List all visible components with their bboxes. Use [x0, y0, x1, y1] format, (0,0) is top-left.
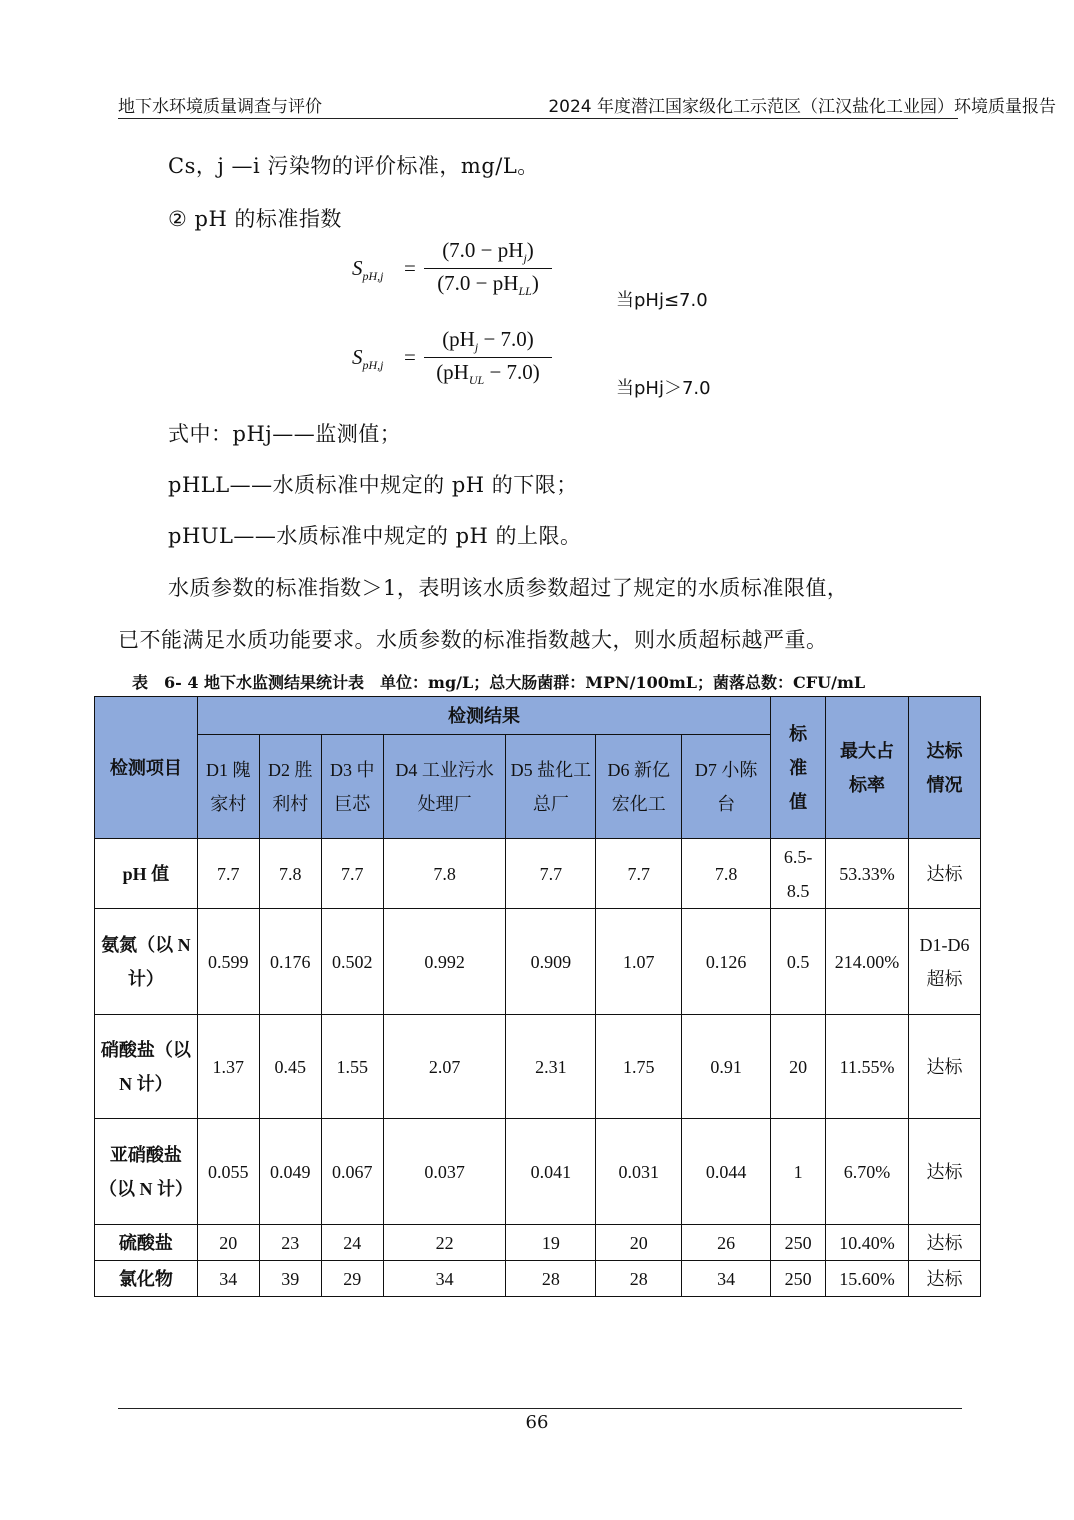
page-number: 66 [525, 1412, 549, 1433]
result-value: 1.55 [321, 1015, 383, 1119]
row-item: 硫酸盐 [95, 1225, 198, 1261]
result-value: 20 [596, 1225, 682, 1261]
result-value: 0.044 [682, 1119, 771, 1225]
table-row [95, 1015, 981, 1119]
status-value: D1-D6 超标 [909, 909, 981, 1015]
table-caption: 表 6- 4 地下水监测结果统计表 单位：mg/L；总大肠菌群：MPN/100mL；菌落总数：CFU/mL [132, 673, 866, 692]
result-value: 28 [506, 1261, 596, 1297]
standard-value: 20 [771, 1015, 826, 1119]
standard-value: 250 [771, 1225, 826, 1261]
table-row [95, 909, 981, 1015]
fraction: $(pH_j - 7.0)$ $(pH_{UL} - 7.0)$ [424, 327, 552, 388]
status-value: 达标 [909, 1015, 981, 1119]
row-item: 硝酸盐（以 N 计） [95, 1015, 198, 1119]
result-value: 28 [596, 1261, 682, 1297]
result-value: 1.75 [596, 1015, 682, 1119]
row-item: 氨氮（以 N 计） [95, 909, 198, 1015]
groundwater-results-table [94, 696, 981, 1297]
result-value: 0.176 [259, 909, 321, 1015]
result-value: 7.7 [321, 839, 383, 909]
max-rate-value: 10.40% [826, 1225, 909, 1261]
result-value: 0.126 [682, 909, 771, 1015]
result-value: 0.45 [259, 1015, 321, 1119]
result-value: 34 [383, 1261, 506, 1297]
result-value: 23 [259, 1225, 321, 1261]
result-value: 1.37 [197, 1015, 259, 1119]
standard-value: 0.5 [771, 909, 826, 1015]
result-value: 19 [506, 1225, 596, 1261]
max-rate-value: 15.60% [826, 1261, 909, 1297]
result-value: 7.7 [506, 839, 596, 909]
result-value: 0.041 [506, 1119, 596, 1225]
result-value: 22 [383, 1225, 506, 1261]
column-header-site: D2 胜利村 [259, 735, 321, 839]
column-header-standard: 标准值 [771, 697, 826, 839]
result-value: 0.992 [383, 909, 506, 1015]
column-header-item: 检测项目 [95, 697, 198, 839]
result-value: 7.8 [682, 839, 771, 909]
paragraph-cs-definition: Cs，j —i 污染物的评价标准，mg/L。 [168, 154, 539, 178]
result-value: 7.7 [197, 839, 259, 909]
standard-value: 1 [771, 1119, 826, 1225]
table-row [95, 1225, 981, 1261]
table-row [95, 1119, 981, 1225]
definition-phul: pHUL——水质标准中规定的 pH 的上限。 [168, 524, 582, 548]
max-rate-value: 214.00% [826, 909, 909, 1015]
column-header-site: D5 盐化工总厂 [506, 735, 596, 839]
table-row [95, 1261, 981, 1297]
result-value: 7.8 [383, 839, 506, 909]
table-row [95, 839, 981, 909]
column-header-site: D1 隗家村 [197, 735, 259, 839]
result-value: 0.502 [321, 909, 383, 1015]
result-value: 0.031 [596, 1119, 682, 1225]
result-value: 1.07 [596, 909, 682, 1015]
max-rate-value: 11.55% [826, 1015, 909, 1119]
status-value: 达标 [909, 1119, 981, 1225]
column-header-site: D3 中巨芯 [321, 735, 383, 839]
standard-value: 6.5-8.5 [771, 839, 826, 909]
result-value: 0.599 [197, 909, 259, 1015]
result-value: 7.8 [259, 839, 321, 909]
paragraph-standard-index-2: 已不能满足水质功能要求。水质参数的标准指数越大，则水质超标越严重。 [118, 628, 828, 652]
row-item: 氯化物 [95, 1261, 198, 1297]
result-value: 0.067 [321, 1119, 383, 1225]
result-value: 7.7 [596, 839, 682, 909]
row-item: pH 值 [95, 839, 198, 909]
section-ph-index-title: ② pH 的标准指数 [168, 207, 342, 231]
row-item: 亚硝酸盐（以 N 计） [95, 1119, 198, 1225]
condition-ph-le-7: 当pHj≤7.0 [616, 290, 708, 311]
max-rate-value: 53.33% [826, 839, 909, 909]
column-header-site: D6 新亿宏化工 [596, 735, 682, 839]
status-value: 达标 [909, 1225, 981, 1261]
result-value: 2.31 [506, 1015, 596, 1119]
fraction: $(7.0 - pH_j)$ $(7.0 - pH_{LL})$ [424, 238, 552, 299]
result-value: 39 [259, 1261, 321, 1297]
result-value: 0.909 [506, 909, 596, 1015]
result-value: 2.07 [383, 1015, 506, 1119]
result-value: 26 [682, 1225, 771, 1261]
paragraph-standard-index-1: 水质参数的标准指数＞1，表明该水质参数超过了规定的水质标准限值， [168, 576, 849, 600]
result-value: 20 [197, 1225, 259, 1261]
footer-rule [118, 1408, 962, 1409]
header-rule [118, 118, 958, 119]
result-value: 24 [321, 1225, 383, 1261]
result-value: 0.049 [259, 1119, 321, 1225]
column-header-max-rate: 最大占标率 [826, 697, 909, 839]
max-rate-value: 6.70% [826, 1119, 909, 1225]
result-value: 34 [197, 1261, 259, 1297]
column-header-site: D7 小陈台 [682, 735, 771, 839]
result-value: 29 [321, 1261, 383, 1297]
definition-phj: 式中：pHj——监测值； [168, 422, 402, 446]
running-header-left: 地下水环境质量调查与评价 [118, 97, 322, 117]
status-value: 达标 [909, 839, 981, 909]
column-header-site: D4 工业污水处理厂 [383, 735, 506, 839]
running-header-right: 2024 年度潜江国家级化工示范区（江汉盐化工业园）环境质量报告 [548, 97, 1056, 117]
definition-phll: pHLL——水质标准中规定的 pH 的下限； [168, 473, 578, 497]
formula-ph-le-7: $S_{pH,j}$ = $(7.0 - pH_j)$ $(7.0 - pH_{LL})$ [352, 238, 732, 310]
result-value: 34 [682, 1261, 771, 1297]
standard-value: 250 [771, 1261, 826, 1297]
column-header-results: 检测结果 [197, 697, 770, 735]
status-value: 达标 [909, 1261, 981, 1297]
result-value: 0.055 [197, 1119, 259, 1225]
result-value: 0.91 [682, 1015, 771, 1119]
column-header-status: 达标情况 [909, 697, 981, 839]
formula-ph-gt-7: $S_{pH,j}$ = $(pH_j - 7.0)$ $(pH_{UL} - 7.0)$ [352, 327, 732, 399]
condition-ph-gt-7: 当pHj＞7.0 [616, 378, 711, 399]
result-value: 0.037 [383, 1119, 506, 1225]
